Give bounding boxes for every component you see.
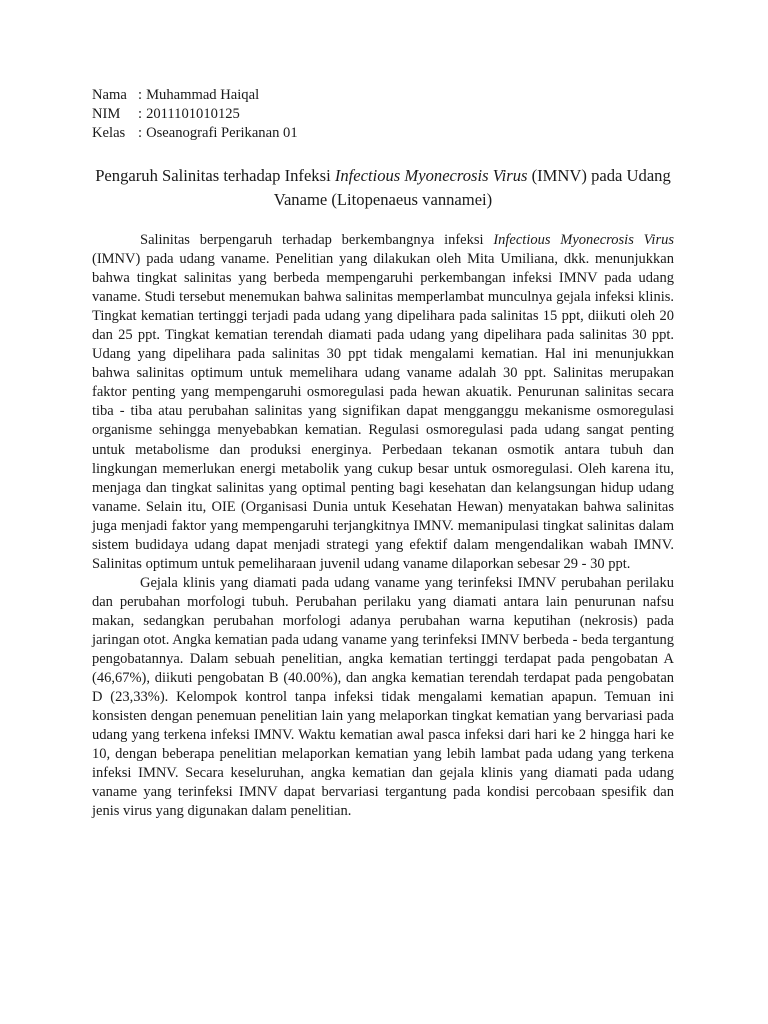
paragraph-rest: (IMNV) pada udang vaname. Penelitian yang dilakukan oleh Mita Umiliana, dkk. menunjukkan bahwa tingkat salinitas yang berbeda mempengaruhi perkembangan infeksi IMNV pada udang vaname. Studi tersebut menemukan bahwa salinitas memperlambat munculnya gejala infeksi klinis. Tingkat kematian tertinggi terjadi pada udang yang dipelihara pada salinitas 15 ppt, diikuti oleh 20 dan 25 ppt. Tingkat kematian terendah diamati pada udang yang dipelihara pada salinitas 30 ppt. Udang yang dipelihara pada salinitas 30 ppt tidak mengalami kematian. Hal ini menunjukkan bahwa salinitas optimum untuk memelihara udang vaname adalah 30 ppt. Salinitas merupakan faktor penting yang mempengaruhi osmoregulasi pada hewan akuatik. Penurunan salinitas secara tiba - tiba atau perubahan salinitas yang signifikan dapat mengganggu mekanisme osmoregulasi organisme sehingga menyebabkan kematian. Regulasi osmoregulasi pada udang sangat penting untuk metabolisme dan produksi energinya. Perbedaan tekanan osmotik antara tubuh dan lingkungan memerlukan energi metabolik yang cukup besar untuk osmoregulasi. Oleh karena itu, menjaga dan tingkat salinitas yang optimal penting bagi kesehatan dan kelangsungan hidup udang vaname. Selain itu, OIE (Organisasi Dunia untuk Kesehatan Hewan) menyatakan bahwa salinitas juga menjadi faktor yang mempengaruhi terjangkitnya IMNV. memanipulasi tingkat salinitas dalam sistem budidaya udang dapat menjadi strategi yang efektif dalam mengendalikan wabah IMNV. Salinitas optimum untuk pemeliharaan juvenil udang vaname dilaporkan sebesar 29 - 30 ppt. <box>92 251 674 572</box>
info-label: Kelas <box>92 125 126 141</box>
info-row-name <box>92 86 674 105</box>
info-separator: : <box>138 125 143 141</box>
info-row-class <box>92 124 674 143</box>
info-value: Muhammad Haiqal <box>146 87 260 103</box>
info-label: Nama <box>92 87 127 103</box>
info-separator: : <box>138 87 143 103</box>
title-text-end: (IMNV) pada Udang Vaname (Litopenaeus vannamei) <box>273 166 671 209</box>
paragraph-lead: Salinitas berpengaruh terhadap berkembangnya infeksi <box>140 232 494 248</box>
info-row-nim <box>92 105 674 124</box>
student-info <box>92 86 674 143</box>
document-title <box>92 164 674 212</box>
document-page <box>92 86 674 821</box>
paragraph-clinical-symptoms: Gejala klinis yang diamati pada udang vaname yang terinfeksi IMNV perubahan perilaku dan perubahan morfologi tubuh. Perubahan perilaku yang diamati antara lain penurunan nafsu makan, sedangkan perubahan morfologi adanya perubahan warna keputihan (nekrosis) pada jaringan otot. Angka kematian pada udang vaname yang terinfeksi IMNV berbeda - beda tergantung pengobatannya. Dalam sebuah penelitian, angka kematian tertinggi terdapat pada pengobatan A (46,67%), diikuti pengobatan B (40.00%), dan angka kematian terendah terdapat pada pengobatan D (23,33%). Kelompok kontrol tanpa infeksi tidak mengalami kematian apapun. Temuan ini konsisten dengan penemuan penelitian lain yang melaporkan tingkat kematian yang bervariasi pada udang yang terkena infeksi IMNV. Waktu kematian awal pasca infeksi dari hari ke 2 hingga hari ke 10, dengan beberapa penelitian melaporkan kematian yang lebih lambat pada udang yang terkena infeksi IMNV. Secara keseluruhan, angka kematian dan gejala klinis yang diamati pada udang vaname yang terinfeksi IMNV dapat bervariasi tergantung pada kondisi percobaan spesifik dan jenis virus yang digunakan dalam penelitian. <box>92 574 674 820</box>
title-text-start: Pengaruh Salinitas terhadap Infeksi <box>95 166 335 185</box>
info-value: 2011101010125 <box>146 106 240 122</box>
document-body <box>92 231 674 821</box>
title-italic-virus-name: Infectious Myonecrosis Virus <box>334 166 528 185</box>
info-value: Oseanografi Perikanan 01 <box>146 125 298 141</box>
paragraph-salinity <box>92 231 674 574</box>
info-label: NIM <box>92 106 121 122</box>
paragraph-italic-virus-name: Infectious Myonecrosis Virus <box>493 232 674 248</box>
info-separator: : <box>138 106 143 122</box>
